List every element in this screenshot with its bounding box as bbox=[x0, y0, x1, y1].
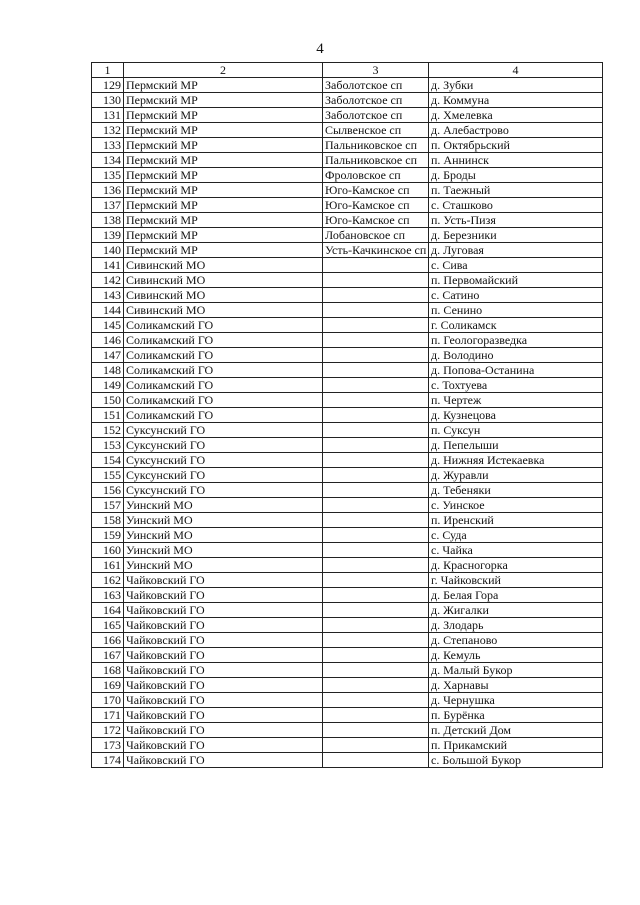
locality-cell: с. Уинское bbox=[429, 498, 603, 513]
settlement-cell bbox=[323, 348, 429, 363]
row-number-cell: 133 bbox=[92, 138, 124, 153]
district-cell: Чайковский ГО bbox=[124, 753, 323, 768]
row-number-cell: 139 bbox=[92, 228, 124, 243]
district-cell: Чайковский ГО bbox=[124, 708, 323, 723]
table-row bbox=[92, 123, 603, 138]
settlement-cell bbox=[323, 438, 429, 453]
district-cell: Сивинский МО bbox=[124, 288, 323, 303]
row-number-cell: 145 bbox=[92, 318, 124, 333]
table-row bbox=[92, 423, 603, 438]
settlement-cell: Усть-Качкинское сп bbox=[323, 243, 429, 258]
district-cell: Чайковский ГО bbox=[124, 633, 323, 648]
row-number-cell: 135 bbox=[92, 168, 124, 183]
settlement-cell: Лобановское сп bbox=[323, 228, 429, 243]
locality-cell: д. Красногорка bbox=[429, 558, 603, 573]
district-cell: Сивинский МО bbox=[124, 303, 323, 318]
table-row bbox=[92, 573, 603, 588]
row-number-cell: 154 bbox=[92, 453, 124, 468]
district-cell: Чайковский ГО bbox=[124, 573, 323, 588]
locality-cell: д. Харнавы bbox=[429, 678, 603, 693]
row-number-cell: 165 bbox=[92, 618, 124, 633]
locality-cell: с. Сташково bbox=[429, 198, 603, 213]
table-row bbox=[92, 243, 603, 258]
row-number-cell: 169 bbox=[92, 678, 124, 693]
settlement-cell bbox=[323, 663, 429, 678]
locality-cell: д. Жигалки bbox=[429, 603, 603, 618]
locality-cell: г. Соликамск bbox=[429, 318, 603, 333]
row-number-cell: 138 bbox=[92, 213, 124, 228]
table-row bbox=[92, 618, 603, 633]
row-number-cell: 134 bbox=[92, 153, 124, 168]
locality-cell: д. Малый Букор bbox=[429, 663, 603, 678]
locality-cell: д. Злодарь bbox=[429, 618, 603, 633]
locality-cell: п. Геологоразведка bbox=[429, 333, 603, 348]
row-number-cell: 160 bbox=[92, 543, 124, 558]
row-number-cell: 136 bbox=[92, 183, 124, 198]
locality-cell: д. Броды bbox=[429, 168, 603, 183]
table-row bbox=[92, 408, 603, 423]
row-number-cell: 144 bbox=[92, 303, 124, 318]
column-header-district: 2 bbox=[124, 63, 323, 78]
table-row bbox=[92, 528, 603, 543]
locality-cell: п. Прикамский bbox=[429, 738, 603, 753]
table-row bbox=[92, 288, 603, 303]
row-number-cell: 168 bbox=[92, 663, 124, 678]
row-number-cell: 152 bbox=[92, 423, 124, 438]
settlement-cell bbox=[323, 543, 429, 558]
district-cell: Соликамский ГО bbox=[124, 393, 323, 408]
district-cell: Чайковский ГО bbox=[124, 663, 323, 678]
row-number-cell: 140 bbox=[92, 243, 124, 258]
row-number-cell: 170 bbox=[92, 693, 124, 708]
table-row bbox=[92, 258, 603, 273]
locality-cell: д. Тебеняки bbox=[429, 483, 603, 498]
district-cell: Чайковский ГО bbox=[124, 723, 323, 738]
settlement-cell bbox=[323, 408, 429, 423]
district-cell: Чайковский ГО bbox=[124, 738, 323, 753]
locality-cell: д. Попова-Останина bbox=[429, 363, 603, 378]
settlement-cell: Юго-Камское сп bbox=[323, 183, 429, 198]
district-cell: Уинский МО bbox=[124, 558, 323, 573]
locality-cell: д. Журавли bbox=[429, 468, 603, 483]
settlement-cell bbox=[323, 708, 429, 723]
table-row bbox=[92, 558, 603, 573]
row-number-cell: 162 bbox=[92, 573, 124, 588]
settlement-cell bbox=[323, 288, 429, 303]
district-cell: Пермский МР bbox=[124, 123, 323, 138]
page-number: 4 bbox=[316, 41, 324, 57]
table-row bbox=[92, 378, 603, 393]
district-cell: Уинский МО bbox=[124, 528, 323, 543]
table-row bbox=[92, 318, 603, 333]
district-cell: Суксунский ГО bbox=[124, 483, 323, 498]
settlement-cell bbox=[323, 378, 429, 393]
table-row bbox=[92, 153, 603, 168]
locality-cell: п. Первомайский bbox=[429, 273, 603, 288]
locality-cell: п. Усть-Пизя bbox=[429, 213, 603, 228]
settlement-cell bbox=[323, 753, 429, 768]
row-number-cell: 153 bbox=[92, 438, 124, 453]
locality-cell: д. Березники bbox=[429, 228, 603, 243]
row-number-cell: 143 bbox=[92, 288, 124, 303]
settlement-cell: Пальниковское сп bbox=[323, 153, 429, 168]
settlements-table bbox=[91, 62, 603, 768]
table-row bbox=[92, 273, 603, 288]
settlement-cell bbox=[323, 573, 429, 588]
settlement-cell: Юго-Камское сп bbox=[323, 198, 429, 213]
locality-cell: д. Нижняя Истекаевка bbox=[429, 453, 603, 468]
table-header bbox=[92, 63, 603, 78]
settlement-cell bbox=[323, 303, 429, 318]
table-row bbox=[92, 108, 603, 123]
district-cell: Чайковский ГО bbox=[124, 588, 323, 603]
row-number-cell: 132 bbox=[92, 123, 124, 138]
settlement-cell bbox=[323, 318, 429, 333]
table-row bbox=[92, 363, 603, 378]
row-number-cell: 150 bbox=[92, 393, 124, 408]
table-row bbox=[92, 498, 603, 513]
row-number-cell: 158 bbox=[92, 513, 124, 528]
settlement-cell: Пальниковское сп bbox=[323, 138, 429, 153]
column-header-settlement: 3 bbox=[323, 63, 429, 78]
column-header-locality: 4 bbox=[429, 63, 603, 78]
settlement-cell: Заболотское сп bbox=[323, 93, 429, 108]
table-row bbox=[92, 513, 603, 528]
district-cell: Суксунский ГО bbox=[124, 453, 323, 468]
settlement-cell bbox=[323, 468, 429, 483]
settlement-cell bbox=[323, 678, 429, 693]
settlement-cell bbox=[323, 258, 429, 273]
district-cell: Чайковский ГО bbox=[124, 678, 323, 693]
settlement-cell bbox=[323, 393, 429, 408]
district-cell: Пермский МР bbox=[124, 93, 323, 108]
district-cell: Пермский МР bbox=[124, 213, 323, 228]
locality-cell: д. Пепелыши bbox=[429, 438, 603, 453]
locality-cell: д. Хмелевка bbox=[429, 108, 603, 123]
table-row bbox=[92, 93, 603, 108]
settlement-cell bbox=[323, 558, 429, 573]
table-row bbox=[92, 303, 603, 318]
district-cell: Соликамский ГО bbox=[124, 378, 323, 393]
row-number-cell: 137 bbox=[92, 198, 124, 213]
locality-cell: п. Бурёнка bbox=[429, 708, 603, 723]
locality-cell: д. Коммуна bbox=[429, 93, 603, 108]
row-number-cell: 171 bbox=[92, 708, 124, 723]
row-number-cell: 163 bbox=[92, 588, 124, 603]
locality-cell: с. Сатино bbox=[429, 288, 603, 303]
table-row bbox=[92, 78, 603, 93]
row-number-cell: 146 bbox=[92, 333, 124, 348]
table-row bbox=[92, 438, 603, 453]
table-row bbox=[92, 198, 603, 213]
district-cell: Пермский МР bbox=[124, 78, 323, 93]
district-cell: Пермский МР bbox=[124, 183, 323, 198]
district-cell: Чайковский ГО bbox=[124, 648, 323, 663]
row-number-cell: 173 bbox=[92, 738, 124, 753]
locality-cell: с. Суда bbox=[429, 528, 603, 543]
row-number-cell: 155 bbox=[92, 468, 124, 483]
table-row bbox=[92, 708, 603, 723]
table-row bbox=[92, 753, 603, 768]
header-row bbox=[92, 63, 603, 78]
locality-cell: п. Чертеж bbox=[429, 393, 603, 408]
locality-cell: с. Сива bbox=[429, 258, 603, 273]
district-cell: Пермский МР bbox=[124, 138, 323, 153]
table-row bbox=[92, 393, 603, 408]
table-row bbox=[92, 648, 603, 663]
settlement-cell bbox=[323, 648, 429, 663]
row-number-cell: 161 bbox=[92, 558, 124, 573]
table-row bbox=[92, 543, 603, 558]
settlement-cell bbox=[323, 333, 429, 348]
settlement-cell bbox=[323, 738, 429, 753]
locality-cell: п. Октябрьский bbox=[429, 138, 603, 153]
table-row bbox=[92, 138, 603, 153]
district-cell: Уинский МО bbox=[124, 498, 323, 513]
settlement-cell: Фроловское сп bbox=[323, 168, 429, 183]
district-cell: Чайковский ГО bbox=[124, 618, 323, 633]
settlement-cell bbox=[323, 273, 429, 288]
district-cell: Соликамский ГО bbox=[124, 408, 323, 423]
row-number-cell: 159 bbox=[92, 528, 124, 543]
district-cell: Пермский МР bbox=[124, 228, 323, 243]
row-number-cell: 172 bbox=[92, 723, 124, 738]
settlement-cell bbox=[323, 588, 429, 603]
settlement-cell bbox=[323, 618, 429, 633]
district-cell: Пермский МР bbox=[124, 108, 323, 123]
table-row bbox=[92, 588, 603, 603]
locality-cell: п. Суксун bbox=[429, 423, 603, 438]
table-row bbox=[92, 603, 603, 618]
locality-cell: п. Детский Дом bbox=[429, 723, 603, 738]
district-cell: Пермский МР bbox=[124, 198, 323, 213]
row-number-cell: 167 bbox=[92, 648, 124, 663]
locality-cell: д. Чернушка bbox=[429, 693, 603, 708]
district-cell: Пермский МР bbox=[124, 168, 323, 183]
table-row bbox=[92, 693, 603, 708]
table-row bbox=[92, 723, 603, 738]
locality-cell: п. Иренский bbox=[429, 513, 603, 528]
table-row bbox=[92, 333, 603, 348]
district-cell: Соликамский ГО bbox=[124, 333, 323, 348]
table-row bbox=[92, 453, 603, 468]
district-cell: Уинский МО bbox=[124, 513, 323, 528]
locality-cell: д. Кузнецова bbox=[429, 408, 603, 423]
settlement-cell bbox=[323, 423, 429, 438]
locality-cell: с. Чайка bbox=[429, 543, 603, 558]
row-number-cell: 141 bbox=[92, 258, 124, 273]
locality-cell: д. Володино bbox=[429, 348, 603, 363]
settlement-cell bbox=[323, 363, 429, 378]
district-cell: Пермский МР bbox=[124, 153, 323, 168]
locality-cell: п. Аннинск bbox=[429, 153, 603, 168]
row-number-cell: 142 bbox=[92, 273, 124, 288]
table-row bbox=[92, 678, 603, 693]
district-cell: Соликамский ГО bbox=[124, 348, 323, 363]
table-row bbox=[92, 183, 603, 198]
row-number-cell: 156 bbox=[92, 483, 124, 498]
locality-cell: г. Чайковский bbox=[429, 573, 603, 588]
settlement-cell: Заболотское сп bbox=[323, 108, 429, 123]
district-cell: Соликамский ГО bbox=[124, 318, 323, 333]
district-cell: Суксунский ГО bbox=[124, 468, 323, 483]
settlement-cell bbox=[323, 513, 429, 528]
column-header-number: 1 bbox=[92, 63, 124, 78]
district-cell: Уинский МО bbox=[124, 543, 323, 558]
row-number-cell: 129 bbox=[92, 78, 124, 93]
table-row bbox=[92, 468, 603, 483]
district-cell: Пермский МР bbox=[124, 243, 323, 258]
row-number-cell: 174 bbox=[92, 753, 124, 768]
settlement-cell: Заболотское сп bbox=[323, 78, 429, 93]
locality-cell: п. Сенино bbox=[429, 303, 603, 318]
row-number-cell: 166 bbox=[92, 633, 124, 648]
table-row bbox=[92, 483, 603, 498]
table-row bbox=[92, 738, 603, 753]
locality-cell: д. Степаново bbox=[429, 633, 603, 648]
locality-cell: д. Зубки bbox=[429, 78, 603, 93]
row-number-cell: 164 bbox=[92, 603, 124, 618]
row-number-cell: 148 bbox=[92, 363, 124, 378]
settlement-cell bbox=[323, 483, 429, 498]
settlement-cell bbox=[323, 693, 429, 708]
table-row bbox=[92, 633, 603, 648]
settlement-cell bbox=[323, 603, 429, 618]
settlement-cell bbox=[323, 723, 429, 738]
settlement-cell bbox=[323, 453, 429, 468]
settlement-cell bbox=[323, 633, 429, 648]
locality-cell: д. Алебастрово bbox=[429, 123, 603, 138]
row-number-cell: 157 bbox=[92, 498, 124, 513]
locality-cell: д. Кемуль bbox=[429, 648, 603, 663]
table-row bbox=[92, 348, 603, 363]
locality-cell: д. Луговая bbox=[429, 243, 603, 258]
locality-cell: с. Тохтуева bbox=[429, 378, 603, 393]
table-row bbox=[92, 228, 603, 243]
table-body bbox=[92, 78, 603, 768]
table-row bbox=[92, 663, 603, 678]
table-row bbox=[92, 213, 603, 228]
district-cell: Сивинский МО bbox=[124, 273, 323, 288]
table-row bbox=[92, 168, 603, 183]
district-cell: Соликамский ГО bbox=[124, 363, 323, 378]
row-number-cell: 130 bbox=[92, 93, 124, 108]
settlement-cell: Сылвенское сп bbox=[323, 123, 429, 138]
row-number-cell: 147 bbox=[92, 348, 124, 363]
district-cell: Суксунский ГО bbox=[124, 423, 323, 438]
locality-cell: с. Большой Букор bbox=[429, 753, 603, 768]
district-cell: Чайковский ГО bbox=[124, 693, 323, 708]
district-cell: Суксунский ГО bbox=[124, 438, 323, 453]
locality-cell: п. Таежный bbox=[429, 183, 603, 198]
row-number-cell: 151 bbox=[92, 408, 124, 423]
district-cell: Чайковский ГО bbox=[124, 603, 323, 618]
settlement-cell: Юго-Камское сп bbox=[323, 213, 429, 228]
settlement-cell bbox=[323, 528, 429, 543]
row-number-cell: 131 bbox=[92, 108, 124, 123]
locality-cell: д. Белая Гора bbox=[429, 588, 603, 603]
district-cell: Сивинский МО bbox=[124, 258, 323, 273]
settlement-cell bbox=[323, 498, 429, 513]
row-number-cell: 149 bbox=[92, 378, 124, 393]
